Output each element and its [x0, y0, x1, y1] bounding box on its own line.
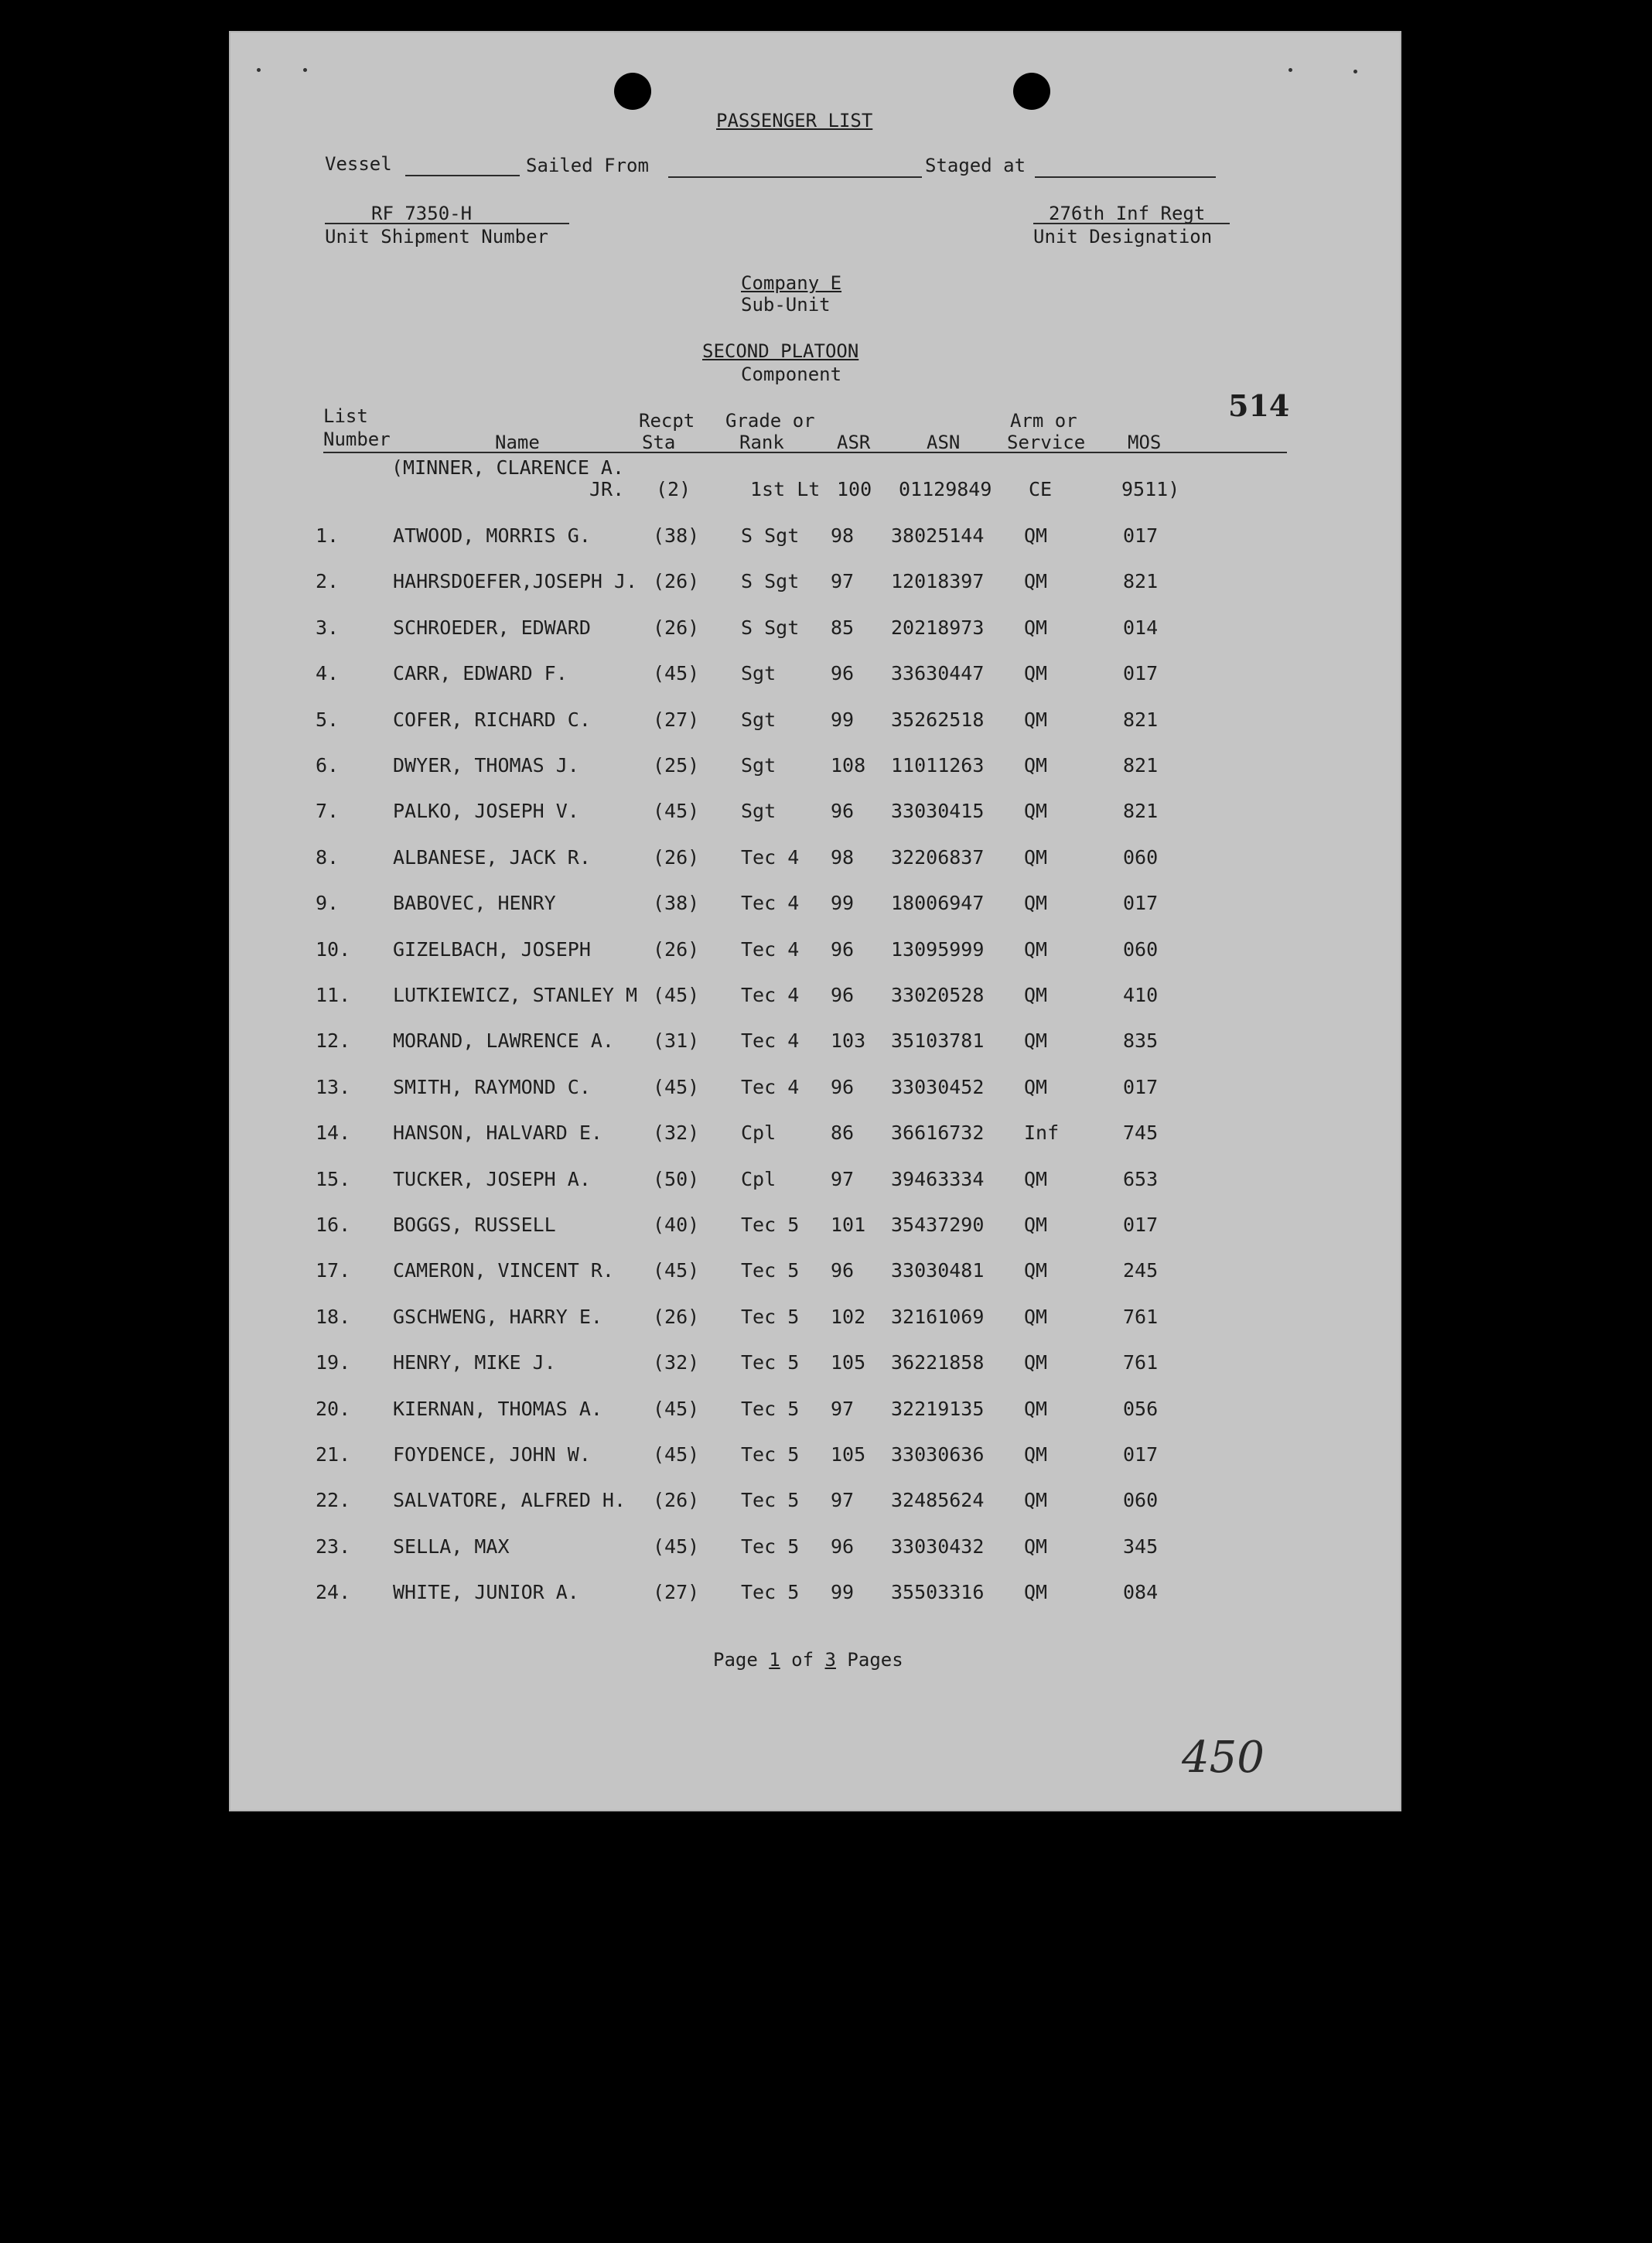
row-recpt-sta: (32) — [653, 1351, 700, 1374]
row-arm-service: QM — [1024, 892, 1048, 915]
unit-designation-line — [1033, 223, 1230, 224]
row-asn: 35262518 — [891, 708, 985, 731]
row-mos: 017 — [1123, 662, 1159, 685]
row-name: SELLA, MAX — [393, 1535, 510, 1558]
officer-arm: CE — [1029, 478, 1053, 500]
row-asr: 98 — [831, 845, 855, 869]
row-asr: 96 — [831, 800, 855, 823]
row-name: FOYDENCE, JOHN W. — [393, 1443, 591, 1466]
officer-rank: 1st Lt — [750, 478, 821, 500]
table-row — [229, 1443, 1401, 1474]
row-recpt-sta: (26) — [653, 937, 700, 961]
page-number: 1 — [769, 1649, 780, 1671]
row-asn: 36616732 — [891, 1122, 985, 1145]
table-row — [229, 1535, 1401, 1566]
col-grade-2: Rank — [739, 432, 784, 453]
row-recpt-sta: (27) — [653, 708, 700, 731]
vessel-label: Vessel — [325, 153, 392, 175]
row-mos: 835 — [1123, 1029, 1159, 1053]
row-asr: 102 — [831, 1305, 866, 1328]
row-name: GIZELBACH, JOSEPH — [393, 937, 591, 961]
row-number: 1. — [316, 524, 340, 547]
row-number: 12. — [316, 1029, 351, 1053]
row-mos: 014 — [1123, 616, 1159, 639]
row-arm-service: QM — [1024, 1535, 1048, 1558]
row-rank: Tec 5 — [741, 1305, 800, 1328]
sailed-from-label: Sailed From — [526, 155, 649, 176]
row-arm-service: QM — [1024, 524, 1048, 547]
row-mos: 761 — [1123, 1305, 1159, 1328]
table-row — [229, 662, 1401, 693]
row-rank: Sgt — [741, 662, 777, 685]
row-asn: 39463334 — [891, 1167, 985, 1190]
row-mos: 017 — [1123, 892, 1159, 915]
row-rank: Tec 5 — [741, 1535, 800, 1558]
row-arm-service: QM — [1024, 1351, 1048, 1374]
row-number: 11. — [316, 984, 351, 1006]
row-mos: 017 — [1123, 524, 1159, 547]
row-name: SCHROEDER, EDWARD — [393, 616, 591, 639]
row-arm-service: QM — [1024, 1397, 1048, 1420]
row-arm-service: QM — [1024, 1581, 1048, 1604]
row-name: HAHRSDOEFER,JOSEPH J. — [393, 570, 638, 593]
row-name: KIERNAN, THOMAS A. — [393, 1397, 602, 1420]
pages-label: Pages — [847, 1649, 903, 1671]
table-row — [229, 938, 1401, 969]
row-rank: Tec 4 — [741, 892, 800, 915]
punch-hole-right — [1013, 73, 1050, 110]
row-rank: Sgt — [741, 800, 777, 823]
row-mos: 060 — [1123, 845, 1159, 869]
row-arm-service: QM — [1024, 800, 1048, 823]
row-number: 2. — [316, 570, 340, 593]
row-rank: Cpl — [741, 1167, 777, 1190]
unit-designation-label: Unit Designation — [1033, 226, 1213, 248]
row-asr: 103 — [831, 1029, 866, 1053]
col-grade-1: Grade or — [725, 410, 815, 432]
row-rank: Tec 4 — [741, 1075, 800, 1098]
row-name: WHITE, JUNIOR A. — [393, 1581, 579, 1604]
row-rank: Tec 4 — [741, 937, 800, 961]
row-name: SALVATORE, ALFRED H. — [393, 1489, 626, 1512]
row-asn: 13095999 — [891, 937, 985, 961]
staged-at-blank — [1035, 176, 1216, 178]
row-asn: 33020528 — [891, 984, 985, 1006]
row-asr: 99 — [831, 708, 855, 731]
row-number: 18. — [316, 1305, 351, 1328]
row-rank: S Sgt — [741, 524, 800, 547]
row-asr: 99 — [831, 1581, 855, 1604]
row-arm-service: QM — [1024, 1214, 1048, 1236]
table-row — [229, 846, 1401, 877]
table-row — [229, 1581, 1401, 1612]
row-arm-service: QM — [1024, 937, 1048, 961]
row-recpt-sta: (26) — [653, 1305, 700, 1328]
staged-at-label: Staged at — [925, 155, 1026, 176]
row-recpt-sta: (45) — [653, 662, 700, 685]
col-asn: ASN — [927, 432, 961, 453]
row-recpt-sta: (27) — [653, 1581, 700, 1604]
speck — [1288, 68, 1292, 72]
row-rank: Tec 4 — [741, 1029, 800, 1053]
row-asn: 33030415 — [891, 800, 985, 823]
sub-unit-value: Company E — [741, 272, 842, 294]
row-asr: 96 — [831, 1259, 855, 1282]
row-rank: Tec 5 — [741, 1351, 800, 1374]
punch-hole-left — [614, 73, 651, 110]
row-recpt-sta: (45) — [653, 1259, 700, 1282]
row-rank: Tec 5 — [741, 1259, 800, 1282]
row-mos: 821 — [1123, 754, 1159, 777]
officer-name-1: (MINNER, CLARENCE A. — [391, 456, 625, 479]
row-mos: 345 — [1123, 1535, 1159, 1558]
table-row — [229, 1351, 1401, 1382]
row-mos: 245 — [1123, 1259, 1159, 1282]
col-asr: ASR — [837, 432, 871, 453]
table-row — [229, 708, 1401, 739]
row-mos: 821 — [1123, 800, 1159, 823]
table-row — [229, 616, 1401, 647]
speck — [1353, 70, 1357, 73]
row-asr: 97 — [831, 570, 855, 593]
row-number: 22. — [316, 1489, 351, 1512]
row-mos: 821 — [1123, 570, 1159, 593]
row-rank: Cpl — [741, 1122, 777, 1145]
row-mos: 084 — [1123, 1581, 1159, 1604]
row-name: TUCKER, JOSEPH A. — [393, 1167, 591, 1190]
row-arm-service: QM — [1024, 1305, 1048, 1328]
col-list-2: Number — [323, 428, 391, 450]
row-arm-service: QM — [1024, 1259, 1048, 1282]
row-name: CAMERON, VINCENT R. — [393, 1259, 614, 1282]
row-recpt-sta: (45) — [653, 984, 700, 1006]
row-rank: Tec 4 — [741, 984, 800, 1006]
row-recpt-sta: (45) — [653, 1535, 700, 1558]
shipment-number-label: Unit Shipment Number — [325, 226, 548, 248]
row-name: HANSON, HALVARD E. — [393, 1122, 602, 1145]
row-recpt-sta: (45) — [653, 1397, 700, 1420]
unit-designation: 276th Inf Regt — [1049, 203, 1206, 224]
component-label: Component — [741, 364, 842, 385]
row-recpt-sta: (45) — [653, 800, 700, 823]
row-rank: Tec 5 — [741, 1397, 800, 1420]
officer-asr: 100 — [837, 478, 872, 500]
row-mos: 745 — [1123, 1122, 1159, 1145]
row-asr: 97 — [831, 1489, 855, 1512]
table-row — [229, 1306, 1401, 1337]
row-arm-service: QM — [1024, 1167, 1048, 1190]
row-recpt-sta: (50) — [653, 1167, 700, 1190]
row-mos: 653 — [1123, 1167, 1159, 1190]
row-rank: S Sgt — [741, 570, 800, 593]
row-asn: 33630447 — [891, 662, 985, 685]
row-arm-service: Inf — [1024, 1122, 1060, 1145]
row-asr: 97 — [831, 1397, 855, 1420]
row-asr: 96 — [831, 984, 855, 1006]
row-asn: 32161069 — [891, 1305, 985, 1328]
row-asn: 35437290 — [891, 1214, 985, 1236]
row-arm-service: QM — [1024, 570, 1048, 593]
row-recpt-sta: (31) — [653, 1029, 700, 1053]
col-list-1: List — [323, 405, 368, 427]
row-name: ATWOOD, MORRIS G. — [393, 524, 591, 547]
row-name: BABOVEC, HENRY — [393, 892, 556, 915]
row-asn: 32206837 — [891, 845, 985, 869]
row-name: ALBANESE, JACK R. — [393, 845, 591, 869]
row-mos: 821 — [1123, 708, 1159, 731]
row-number: 21. — [316, 1443, 351, 1466]
row-asr: 96 — [831, 662, 855, 685]
row-number: 19. — [316, 1351, 351, 1374]
row-asr: 96 — [831, 1075, 855, 1098]
form-title: PASSENGER LIST — [716, 110, 873, 131]
row-asr: 86 — [831, 1122, 855, 1145]
row-asn: 32485624 — [891, 1489, 985, 1512]
col-recpt-1: Recpt — [639, 410, 695, 432]
row-arm-service: QM — [1024, 662, 1048, 685]
row-asn: 38025144 — [891, 524, 985, 547]
col-mos: MOS — [1128, 432, 1162, 453]
row-name: CARR, EDWARD F. — [393, 662, 568, 685]
row-number: 6. — [316, 754, 340, 777]
row-name: PALKO, JOSEPH V. — [393, 800, 579, 823]
row-recpt-sta: (45) — [653, 1443, 700, 1466]
row-mos: 017 — [1123, 1075, 1159, 1098]
row-recpt-sta: (45) — [653, 1075, 700, 1098]
row-name: LUTKIEWICZ, STANLEY M — [393, 984, 638, 1006]
table-row — [229, 754, 1401, 785]
row-name: BOGGS, RUSSELL — [393, 1214, 556, 1236]
table-row — [229, 1259, 1401, 1290]
row-asn: 32219135 — [891, 1397, 985, 1420]
row-asn: 33030636 — [891, 1443, 985, 1466]
col-recpt-2: Sta — [642, 432, 676, 453]
row-recpt-sta: (26) — [653, 1489, 700, 1512]
table-row — [229, 1214, 1401, 1244]
row-arm-service: QM — [1024, 845, 1048, 869]
row-rank: Sgt — [741, 708, 777, 731]
row-asr: 108 — [831, 754, 866, 777]
table-row — [229, 1398, 1401, 1429]
table-row — [229, 1168, 1401, 1199]
table-row — [229, 892, 1401, 923]
row-arm-service: QM — [1024, 708, 1048, 731]
header-underline — [323, 452, 1287, 453]
table-row — [229, 984, 1401, 1015]
row-asr: 85 — [831, 616, 855, 639]
row-asn: 20218973 — [891, 616, 985, 639]
row-asr: 99 — [831, 892, 855, 915]
speck — [303, 68, 307, 72]
row-recpt-sta: (38) — [653, 892, 700, 915]
row-name: SMITH, RAYMOND C. — [393, 1075, 591, 1098]
sailed-from-blank — [668, 176, 922, 178]
table-row — [229, 570, 1401, 601]
table-row — [229, 1122, 1401, 1152]
officer-name-2: JR. — [589, 478, 625, 500]
row-name: GSCHWENG, HARRY E. — [393, 1305, 602, 1328]
component-value: SECOND PLATOON — [702, 340, 859, 362]
page-footer — [713, 1651, 903, 1669]
document-number: 514 — [1228, 388, 1290, 423]
of-label: of — [791, 1649, 814, 1671]
row-number: 17. — [316, 1259, 351, 1282]
row-mos: 056 — [1123, 1397, 1159, 1420]
row-mos: 017 — [1123, 1214, 1159, 1236]
table-row — [229, 800, 1401, 831]
handwritten-number: 450 — [1182, 1733, 1265, 1783]
row-name: DWYER, THOMAS J. — [393, 754, 579, 777]
col-arm-2: Service — [1007, 432, 1086, 453]
row-mos: 060 — [1123, 1489, 1159, 1512]
row-number: 8. — [316, 845, 340, 869]
row-rank: Tec 5 — [741, 1581, 800, 1604]
row-name: COFER, RICHARD C. — [393, 708, 591, 731]
row-rank: S Sgt — [741, 616, 800, 639]
row-number: 16. — [316, 1214, 351, 1236]
speck — [257, 68, 261, 72]
shipment-number: RF 7350-H — [371, 203, 473, 224]
row-mos: 060 — [1123, 937, 1159, 961]
row-rank: Tec 4 — [741, 845, 800, 869]
row-asn: 12018397 — [891, 570, 985, 593]
row-number: 15. — [316, 1167, 351, 1190]
officer-asn: 01129849 — [899, 478, 992, 500]
col-name: Name — [495, 432, 540, 453]
row-number: 3. — [316, 616, 340, 639]
row-rank: Tec 5 — [741, 1214, 800, 1236]
row-recpt-sta: (26) — [653, 845, 700, 869]
row-arm-service: QM — [1024, 754, 1048, 777]
table-row — [229, 1029, 1401, 1060]
row-number: 4. — [316, 662, 340, 685]
row-number: 7. — [316, 800, 340, 823]
row-name: HENRY, MIKE J. — [393, 1351, 556, 1374]
row-number: 13. — [316, 1075, 351, 1098]
row-asr: 105 — [831, 1351, 866, 1374]
row-recpt-sta: (26) — [653, 570, 700, 593]
row-arm-service: QM — [1024, 1489, 1048, 1512]
row-asn: 11011263 — [891, 754, 985, 777]
page-total: 3 — [824, 1649, 836, 1671]
row-mos: 410 — [1123, 984, 1159, 1006]
row-asr: 98 — [831, 524, 855, 547]
document-page — [229, 31, 1401, 1811]
table-row — [229, 524, 1401, 555]
row-rank: Sgt — [741, 754, 777, 777]
row-asn: 33030481 — [891, 1259, 985, 1282]
row-mos: 017 — [1123, 1443, 1159, 1466]
row-number: 10. — [316, 937, 351, 961]
page-label: Page — [713, 1649, 758, 1671]
row-arm-service: QM — [1024, 1029, 1048, 1053]
row-asr: 96 — [831, 937, 855, 961]
sub-unit-label: Sub-Unit — [741, 294, 831, 316]
row-recpt-sta: (32) — [653, 1122, 700, 1145]
col-arm-1: Arm or — [1010, 410, 1077, 432]
row-asr: 101 — [831, 1214, 866, 1236]
vessel-blank — [405, 175, 520, 176]
row-arm-service: QM — [1024, 616, 1048, 639]
row-recpt-sta: (25) — [653, 754, 700, 777]
row-number: 9. — [316, 892, 340, 915]
row-rank: Tec 5 — [741, 1489, 800, 1512]
row-number: 24. — [316, 1581, 351, 1604]
row-number: 14. — [316, 1122, 351, 1145]
row-asn: 35103781 — [891, 1029, 985, 1053]
table-row — [229, 1489, 1401, 1520]
row-recpt-sta: (38) — [653, 524, 700, 547]
row-number: 20. — [316, 1397, 351, 1420]
row-asr: 105 — [831, 1443, 866, 1466]
row-arm-service: QM — [1024, 984, 1048, 1006]
row-arm-service: QM — [1024, 1075, 1048, 1098]
row-asn: 33030432 — [891, 1535, 985, 1558]
row-name: MORAND, LAWRENCE A. — [393, 1029, 614, 1053]
row-rank: Tec 5 — [741, 1443, 800, 1466]
officer-sta: (2) — [656, 478, 691, 500]
officer-mos: 9511) — [1121, 478, 1180, 500]
row-asn: 36221858 — [891, 1351, 985, 1374]
row-asr: 96 — [831, 1535, 855, 1558]
row-asn: 35503316 — [891, 1581, 985, 1604]
shipment-number-line — [325, 223, 569, 224]
row-number: 5. — [316, 708, 340, 731]
row-recpt-sta: (40) — [653, 1214, 700, 1236]
row-recpt-sta: (26) — [653, 616, 700, 639]
row-asn: 33030452 — [891, 1075, 985, 1098]
row-mos: 761 — [1123, 1351, 1159, 1374]
row-number: 23. — [316, 1535, 351, 1558]
table-row — [229, 1076, 1401, 1107]
row-arm-service: QM — [1024, 1443, 1048, 1466]
row-asn: 18006947 — [891, 892, 985, 915]
row-asr: 97 — [831, 1167, 855, 1190]
